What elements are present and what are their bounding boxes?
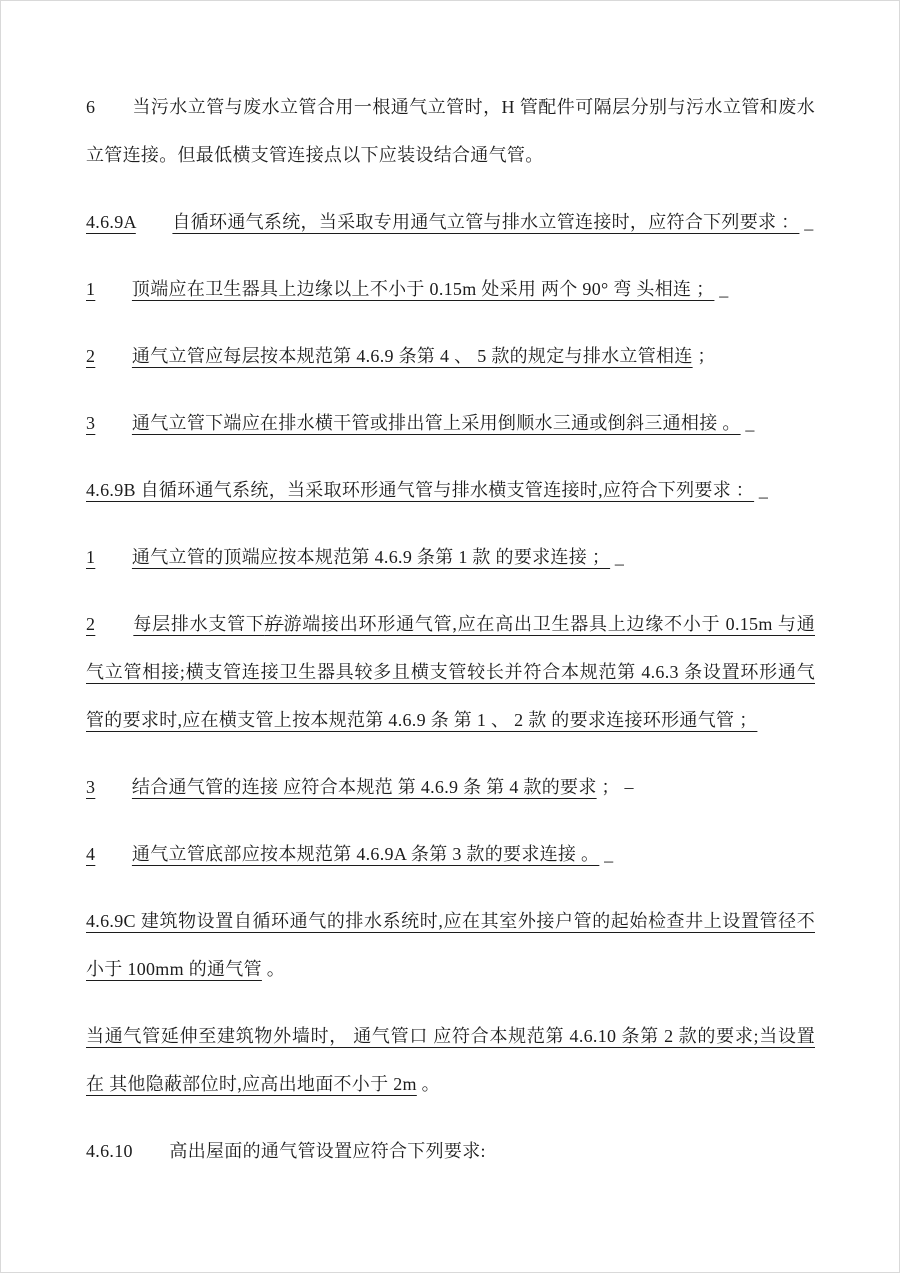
- inserted-text-run: 游端接出环形通气管,应在高出卫生器具上边缘不小于 0.15m 与通气立管相接;横支管连接卫生器具较多且横支管较长并符合本规范第 4.6.3 条设置环形通气管的要求时,应在横支管上按本规范第 4.6.9 条 第 1 、 2 款 的要求连接环形通气管 ；: [86, 614, 815, 730]
- revision-mark: _: [599, 844, 614, 864]
- paragraph-clause-4-6-9B-item-3: [86, 763, 815, 811]
- text-run: [95, 279, 132, 299]
- text-run: [95, 413, 132, 433]
- paragraph-clause-4-6-9A-item-3: [86, 399, 815, 447]
- revision-mark: _: [714, 279, 729, 299]
- text-run: [95, 547, 132, 567]
- inserted-text-run: 当通气管延伸至建筑物外墙时， 通气管口 应符合本规范第 4.6.10 条第 2 款的要求;当设置在 其他隐蔽部位时,应高出地面不小于 2m: [86, 1026, 815, 1094]
- revision-mark: _: [799, 212, 814, 232]
- inserted-text-run: 1: [86, 547, 96, 567]
- revision-mark: –: [619, 777, 634, 797]
- inserted-text-run: 通气立管下端应在排水横干管或排出管上采用倒顺水三通或倒斜三通相接 。: [131, 413, 741, 433]
- text-run: [95, 777, 132, 797]
- inserted-text-run: 2: [86, 614, 96, 634]
- inserted-text-run: 4.6.9B 自循环通气系统，当采取环形通气管与排水横支管连接时,应符合下列要求 ：: [86, 480, 755, 500]
- paragraph-clause-6: [86, 83, 815, 179]
- paragraph-clause-4-6-9B-item-1: [86, 533, 815, 581]
- text-run: [95, 844, 132, 864]
- inserted-text-run: 通气立管应每层按本规范第 4.6.9 条第 4 、 5 款的规定与排水立管相连: [131, 346, 693, 366]
- text-run: [95, 614, 133, 634]
- revision-mark: _: [754, 480, 769, 500]
- text-run: ；: [692, 346, 716, 366]
- paragraph-clause-4-6-9B: [86, 466, 815, 514]
- paragraph-clause-4-6-9C: [86, 897, 815, 993]
- paragraph-clause-4-6-10: [86, 1127, 815, 1175]
- inserted-text-run: 4.6.9A: [86, 212, 136, 232]
- paragraph-clause-4-6-9C-note: [86, 1012, 815, 1108]
- text-run: [136, 212, 173, 232]
- inserted-text-run: 3: [86, 413, 96, 433]
- revision-mark: _: [610, 547, 625, 567]
- paragraph-clause-4-6-9A-item-1: [86, 265, 815, 313]
- document-body: [86, 83, 815, 1175]
- text-run: 。: [261, 959, 286, 979]
- paragraph-clause-4-6-9B-item-2: [86, 600, 815, 744]
- inserted-text-run: 自循环通气系统，当采取专用通气立管与排水立管连接时，应符合下列要求 ：: [172, 212, 800, 232]
- text-run: [95, 346, 132, 366]
- text-run: 4.6.10 高出屋面的通气管设置应符合下列要求:: [86, 1141, 486, 1161]
- text-run: 。: [416, 1074, 440, 1094]
- inserted-text-run: 3: [86, 777, 96, 797]
- paragraph-clause-4-6-9A-item-2: [86, 332, 815, 380]
- inserted-text-run: 4: [86, 844, 96, 864]
- inserted-text-run: 顶端应在卫生器具上边缘以上不小于 0.15m 处采用 两个 90° 弯 头相连 ；: [131, 279, 715, 299]
- inserted-text-run: 2: [86, 346, 96, 366]
- inserted-text-run: 通气立管的顶端应按本规范第 4.6.9 条第 1 款 的要求连接 ；: [131, 547, 611, 567]
- revision-mark: _: [740, 413, 755, 433]
- inserted-text-run: 结合通气管的连接 应符合本规范 第 4.6.9 条 第 4 款的要求: [131, 777, 597, 797]
- paragraph-clause-4-6-9A: [86, 198, 815, 246]
- text-run: 6 当污水立管与废水立管合用一根通气立管时，H 管配件可隔层分别与污水立管和废水立管连接。但最低横支管连接点以下应装设结合通气管。: [86, 97, 815, 165]
- inserted-text-run: 通气立管底部应按本规范第 4.6.9A 条第 3 款的要求连接 。: [131, 844, 600, 864]
- inserted-text-run: 4.6.9C 建筑物设置自循环通气的排水系统时,应在其室外接户管的起始检查井上设置管径不小于 100mm 的通气管: [86, 911, 815, 979]
- inserted-text-run: 1: [86, 279, 96, 299]
- paragraph-clause-4-6-9B-item-4: [86, 830, 815, 878]
- text-run: ；: [596, 777, 620, 797]
- inserted-text-run: 每层排水支管下: [133, 614, 265, 634]
- deleted-text-run: 斿: [264, 614, 284, 634]
